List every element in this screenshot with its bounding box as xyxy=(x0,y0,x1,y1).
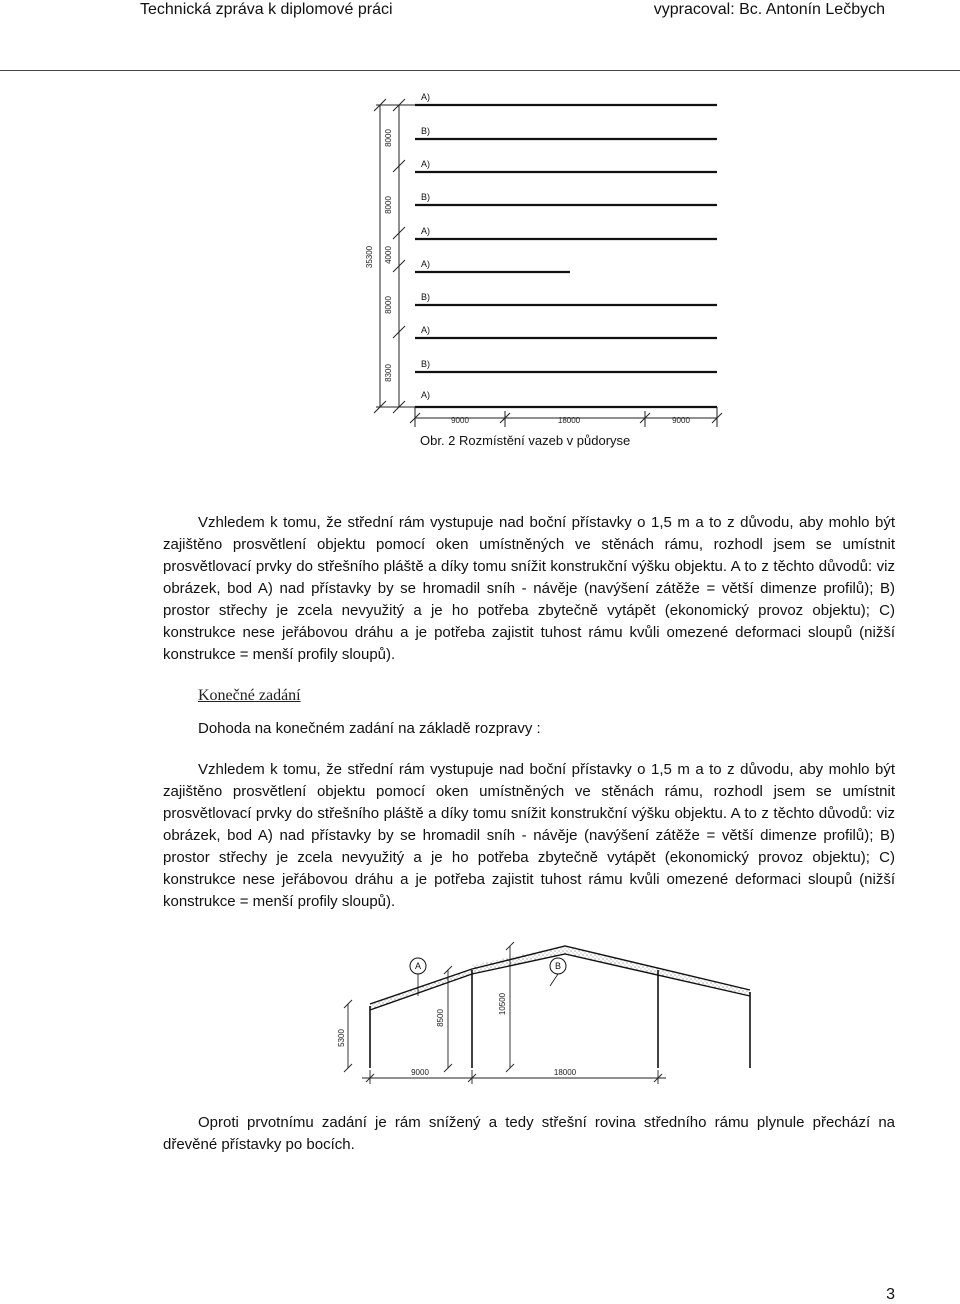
row-label: B) xyxy=(421,359,430,369)
dim-height-left: 5300 xyxy=(337,1029,346,1047)
row-label: B) xyxy=(421,292,430,302)
paragraph-1: Vzhledem k tomu, že střední rám vystupuje nad boční přístavky o 1,5 m a to z důvodu, aby mohlo být zajištěno prosvětlení objektu pomocí oken umístněných ve stěnách rámu, rozhodl jsem se umístnit prosvětlovací prvky do střešního pláště a díky tomu snížit konstrukční výšku objektu. A to z těchto důvodů: viz obrázek, bod A) nad přístavky by se hromadil sníh - návěje (navýšení zátěže = větší dimenze profilů); B) prostor střechy je zcela nevyužitý a je ho potřeba zbytečně vytápět (ekonomický provoz objektu); C) konstrukce nese jeřábovou dráhu a je potřeba zajistit tuhost rámu kvůli omezené deformaci sloupů (nižší konstrukce = menší profily sloupů). xyxy=(163,514,895,663)
dim-total-label: 35300 xyxy=(365,245,374,269)
paragraph-2: Vzhledem k tomu, že střední rám vystupuje nad boční přístavky o 1,5 m a to z důvodu, aby mohlo být zajištěno prosvětlení objektu pomocí oken umístněných ve stěnách rámu, rozhodl jsem se umístnit prosvětlovací prvky do střešního pláště a díky tomu snížit konstrukční výšku objektu. A to z těchto důvodů: viz obrázek, bod A) nad přístavky by se hromadil sníh - návěje (navýšení zátěže = větší dimenze profilů); B) prostor střechy je zcela nevyužitý a je ho potřeba zbytečně vytápět (ekonomický provoz objektu); C) konstrukce nese jeřábovou dráhu a je potřeba zajistit tuhost rámu kvůli omezené deformaci sloupů (nižší konstrukce = menší profily sloupů). xyxy=(163,761,895,910)
dim-span-mid: 18000 xyxy=(553,1068,577,1077)
header-title: Technická zpráva k diplomové práci xyxy=(140,1,393,18)
page-number: 3 xyxy=(886,1286,895,1303)
row-label: A) xyxy=(421,259,430,269)
row-label: A) xyxy=(421,390,430,400)
header-rule xyxy=(0,70,960,71)
row-label: A) xyxy=(421,92,430,102)
section-title: Konečné zadání xyxy=(198,687,301,704)
marker-b-leader xyxy=(550,974,558,986)
dim-span-left: 9000 xyxy=(411,1068,429,1077)
row-label: A) xyxy=(421,159,430,169)
dim-height-mid: 8500 xyxy=(436,1009,445,1027)
dim-segment-label: 8000 xyxy=(384,129,393,147)
marker-a-label: A xyxy=(414,961,422,971)
row-label: A) xyxy=(421,226,430,236)
dim-segment-label: 8000 xyxy=(384,196,393,214)
marker-b-label: B xyxy=(554,961,562,971)
dim-height-ridge: 10500 xyxy=(498,992,507,1016)
bottom-dim-label: 9000 xyxy=(672,416,690,425)
bottom-dim-label: 9000 xyxy=(451,416,469,425)
row-label: B) xyxy=(421,192,430,202)
row-label: B) xyxy=(421,126,430,136)
paragraph-3: Oproti prvotnímu zadání je rám snížený a tedy střešní rovina středního rámu plynule přechází na dřevěné přístavky po bocích. xyxy=(163,1114,895,1153)
dim-segment-label: 4000 xyxy=(384,246,393,264)
dim-segment-label: 8000 xyxy=(384,296,393,314)
header-author: vypracoval: Bc. Antonín Lečbych xyxy=(653,1,885,18)
dim-segment-label: 8300 xyxy=(384,364,393,382)
figure-caption: Obr. 2 Rozmístění vazeb v půdoryse xyxy=(420,433,631,448)
frame-section-diagram xyxy=(330,938,760,1086)
lead-sentence: Dohoda na konečném zadání na základě rozpravy : xyxy=(198,720,541,737)
plan-diagram xyxy=(355,85,735,430)
bottom-dim-label: 18000 xyxy=(557,416,581,425)
row-label: A) xyxy=(421,325,430,335)
